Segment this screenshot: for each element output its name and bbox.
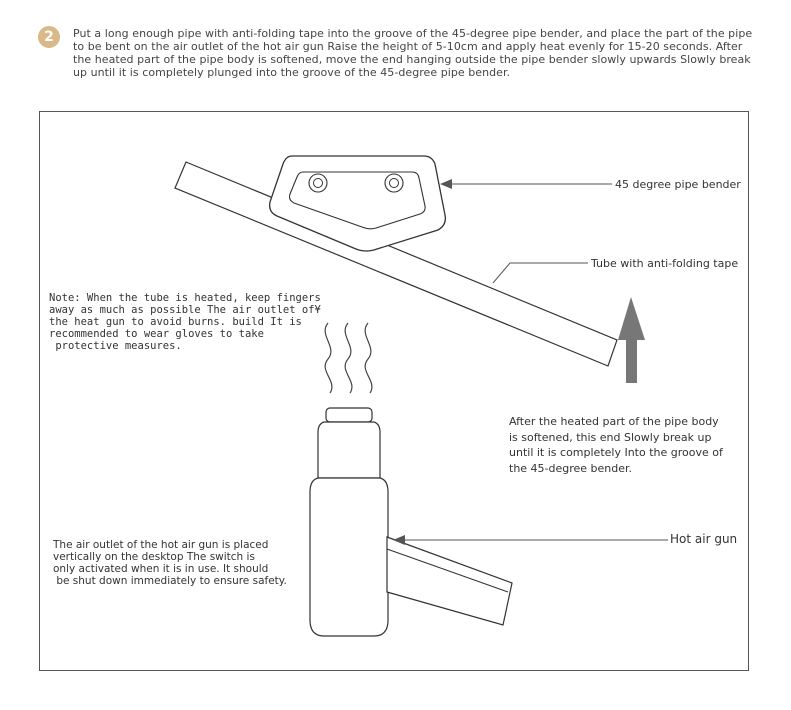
hot-air-gun — [310, 408, 512, 636]
bend-instruction-note: After the heated part of the pipe body is softened, this end Slowly break up until it is completely Into the groove of the 45-degree bender. — [509, 415, 723, 475]
heat-wave-3 — [365, 323, 372, 393]
label-tube-anti-folding: Tube with anti-folding tape — [591, 257, 739, 270]
bender-arrowhead — [440, 179, 452, 189]
up-arrow-shaft — [626, 338, 637, 383]
step-number-badge: 2 — [38, 26, 60, 48]
gun-nozzle-tip — [326, 408, 372, 422]
heat-wave-2 — [345, 323, 352, 393]
step-instruction-text: Put a long enough pipe with anti-folding tape into the groove of the 45-degree pipe bender, and place the part of the pipe to be bent on the air outlet of the hot air gun Raise the height of 5-10cm and apply heat evenly for 15-20 seconds. After the heated part of the pipe body is softened, move the end hanging outside the pipe bender slowly upwards Slowly break up until it is completely plunged into the groove of the 45-degree pipe bender. — [73, 27, 753, 79]
heat-wave-1 — [325, 323, 332, 393]
tube-leader-line — [493, 263, 588, 283]
label-hot-air-gun: Hot air gun — [670, 532, 738, 546]
gun-body — [310, 478, 388, 636]
gun-placement-note: The air outlet of the hot air gun is placed vertically on the desktop The switch is only activated when it is in use. It should be shut down immediately to ensure safety. — [53, 539, 287, 587]
safety-note: Note: When the tube is heated, keep fingers away as much as possible The air outlet of¥ the heat gun to avoid burns. build It is recommended to wear gloves to take protective measures. — [49, 292, 321, 352]
label-45-degree-pipe-bender: 45 degree pipe bender — [615, 178, 741, 191]
up-arrow-head — [618, 297, 645, 340]
gun-nozzle — [318, 422, 380, 478]
gun-handle — [387, 537, 512, 625]
